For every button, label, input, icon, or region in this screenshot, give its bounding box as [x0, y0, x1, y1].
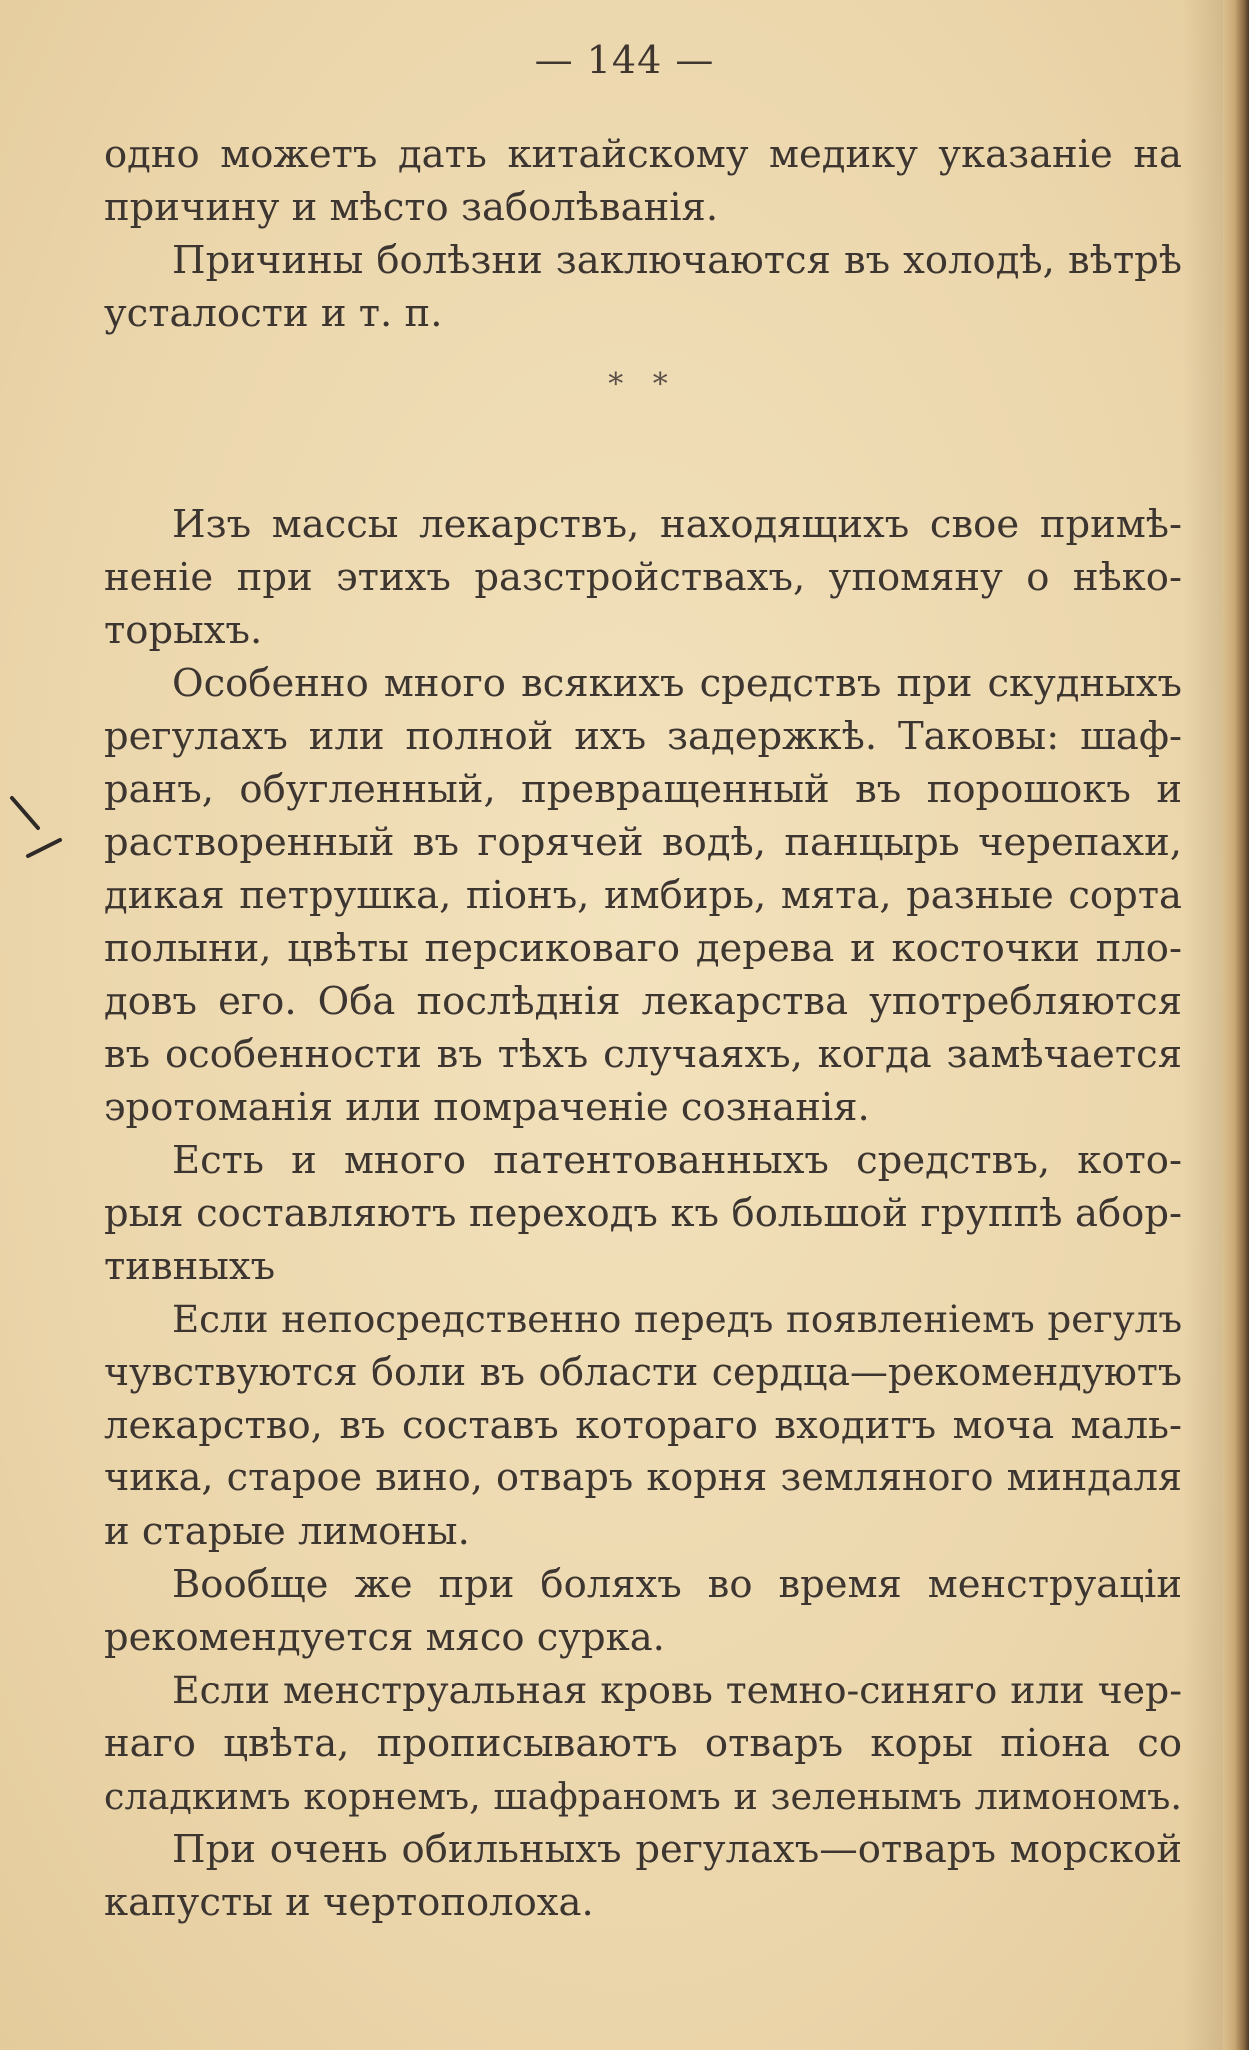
paragraph: [104, 1293, 1182, 1558]
page-edge-shadow: [1183, 0, 1223, 2050]
book-spine: [1223, 0, 1249, 2050]
text-line: наго цвѣта, прописываютъ отваръ коры пiона со: [104, 1721, 1182, 1766]
text-line: регулахъ или полной ихъ задержкѣ. Таковы: шаф-: [104, 714, 1182, 759]
text-line: дикая петрушка, пiонъ, имбирь, мята, разные сорта: [104, 873, 1182, 918]
text-line: довъ его. Оба послѣднiя лекарства употребляются: [104, 979, 1182, 1024]
text-line: Особенно много всякихъ средствъ при скудныхъ: [172, 661, 1182, 706]
text-line: лекарство, въ составъ котораго входитъ моча маль-: [104, 1403, 1182, 1448]
paragraph: [104, 128, 1182, 234]
text-line: Изъ массы лекарствъ, находящихъ свое примѣ-: [172, 502, 1182, 547]
text-line: Если непосредственно передъ появленiемъ регулъ: [172, 1297, 1182, 1341]
text-line: капусты и чертополоха.: [104, 1880, 594, 1925]
text-line: рекомендуется мясо сурка.: [104, 1615, 665, 1660]
text-line: При очень обильныхъ регулахъ—отваръ морской: [172, 1827, 1182, 1872]
page-number: — 144 —: [534, 38, 715, 82]
text-line: ранъ, обугленный, превращенный въ порошокъ и: [104, 767, 1182, 812]
text-line: чувствуются боли въ области сердца—рекомендуютъ: [104, 1350, 1182, 1394]
paragraph: [104, 657, 1182, 1134]
paragraph: [104, 1134, 1182, 1293]
paragraph: [104, 1823, 1182, 1929]
text-line: и старые лимоны.: [104, 1509, 470, 1554]
text-line: торыхъ.: [104, 608, 263, 653]
paragraph: [104, 1558, 1182, 1664]
margin-pencil-mark-icon: [8, 792, 68, 862]
text-line: полыни, цвѣты персиковаго дерева и косточки пло-: [104, 926, 1182, 971]
paragraph: [104, 1664, 1182, 1823]
page-text-body: [104, 128, 1182, 1929]
paragraph: [104, 498, 1182, 657]
section-separator: * *: [608, 367, 678, 402]
text-line: рыя составляютъ переходъ къ большой группѣ абор-: [104, 1191, 1182, 1236]
text-line: растворенный въ горячей водѣ, панцырь черепахи,: [104, 820, 1182, 865]
text-line: эротоманiя или помраченiе сознанiя.: [104, 1085, 870, 1130]
text-line: Если менструальная кровь темно-синяго или чер-: [172, 1668, 1182, 1712]
text-line: Вообще же при боляхъ во время менструацiи: [172, 1562, 1182, 1607]
text-line: ненiе при этихъ разстройствахъ, упомяну о нѣко-: [104, 555, 1182, 600]
text-line: въ особенности въ тѣхъ случаяхъ, когда замѣчается: [104, 1032, 1182, 1077]
text-line: усталости и т. п.: [104, 291, 443, 336]
text-line: чика, старое вино, отваръ корня земляного миндаля: [104, 1456, 1182, 1500]
text-line: Есть и много патентованныхъ средствъ, кото-: [172, 1138, 1182, 1183]
text-line: причину и мѣсто заболѣванiя.: [104, 185, 719, 230]
text-line: Причины болѣзни заключаются въ холодѣ, вѣтрѣ: [172, 238, 1182, 283]
text-line: тивныхъ: [104, 1244, 276, 1289]
text-line: одно можетъ дать китайскому медику указанiе на: [104, 132, 1182, 177]
text-line: сладкимъ корнемъ, шафраномъ и зеленымъ лимономъ.: [104, 1775, 1182, 1818]
paragraph: [104, 234, 1182, 340]
